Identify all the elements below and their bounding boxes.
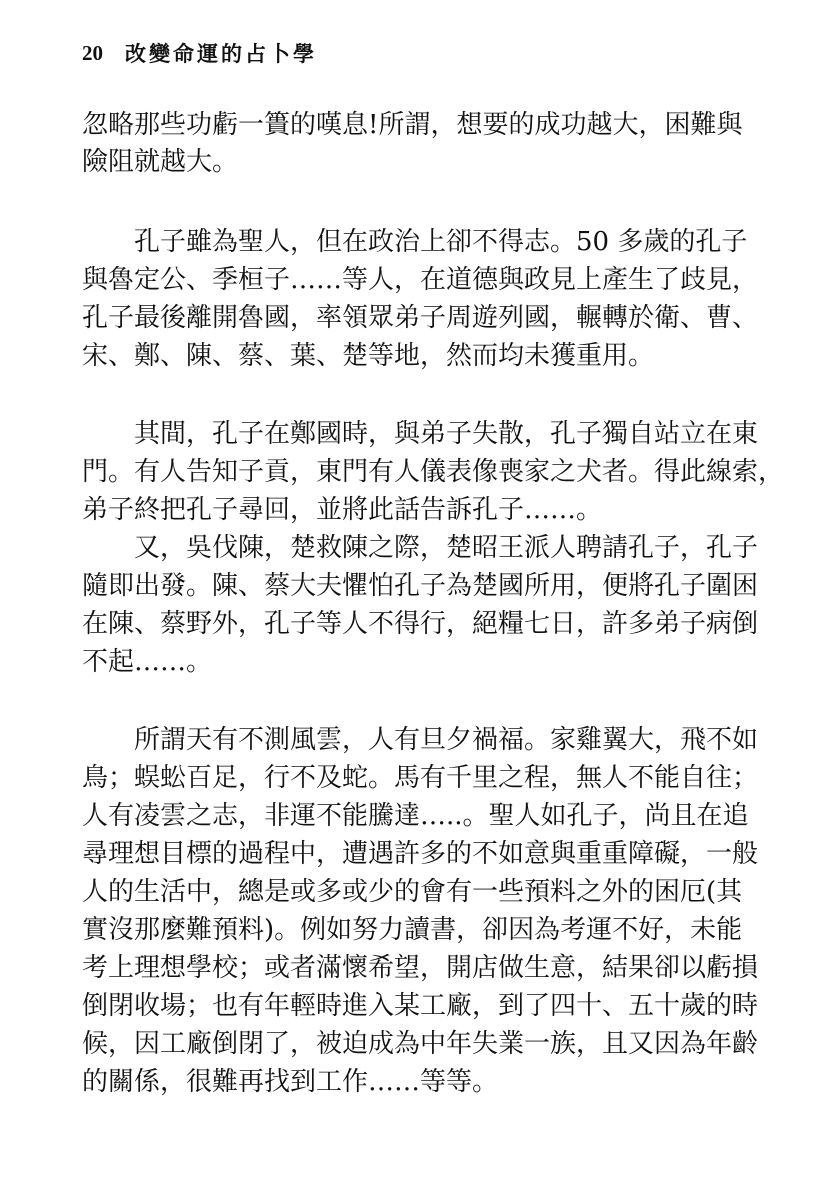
text-line: 孔子雖為聖人，但在政治上卻不得志。50 多歲的孔子 <box>134 227 748 257</box>
text-line: 險阻就越大。 <box>82 147 239 177</box>
text-line: 人有凌雲之志，非運不能騰達…..。聖人如孔子，尚且在追 <box>82 801 749 831</box>
text-line: 鳥；蜈蚣百足，行不及蛇。馬有千里之程，無人不能自往； <box>82 763 759 793</box>
text-line: 與魯定公、季桓子……等人，在道德與政見上產生了歧見， <box>82 265 759 295</box>
text-line: 不起……。 <box>82 647 213 677</box>
text-line: 弟子終把孔子尋回，並將此話告訴孔子……。 <box>82 495 603 525</box>
text-line: 倒閉收場；也有年輕時進入某工廠，到了四十、五十歲的時 <box>82 991 759 1021</box>
page-number: 20 <box>82 40 103 65</box>
text-line: 的關係，很難再找到工作……等等。 <box>82 1067 499 1097</box>
text-line: 宋、鄭、陳、蔡、葉、楚等地，然而均未獲重用。 <box>82 341 655 371</box>
text-line: 其間，孔子在鄭國時，與弟子失散，孔子獨自站立在東 <box>134 419 759 449</box>
text-line: 候，因工廠倒閉了，被迫成為中年失業一族，且又因為年齡 <box>82 1029 759 1059</box>
text-line: 又，吳伐陳，楚救陳之際，楚昭王派人聘請孔子，孔子 <box>134 533 759 563</box>
text-line: 門。有人告知子貢，東門有人儀表像喪家之犬者。得此線索， <box>82 457 785 487</box>
text-line: 所謂天有不測風雲，人有旦夕禍福。家雞翼大，飛不如 <box>134 725 759 755</box>
text-line: 考上理想學校；或者滿懷希望，開店做生意，結果卻以虧損 <box>82 953 759 983</box>
text-line: 忽略那些功虧一簣的嘆息!所謂，想要的成功越大，困難與 <box>82 110 743 140</box>
book-title: 改變命運的占卜學 <box>125 41 317 66</box>
text-line: 實沒那麼難預料)。例如努力讀書，卻因為考運不好，未能 <box>82 915 743 945</box>
text-line: 尋理想目標的過程中，遭遇許多的不如意與重重障礙，一般 <box>82 839 759 869</box>
running-header <box>82 38 317 68</box>
text-line: 孔子最後離開魯國，率領眾弟子周遊列國，輾轉於衛、曹、 <box>82 303 759 333</box>
text-line: 人的生活中，總是或多或少的會有一些預料之外的困厄(其 <box>82 877 743 907</box>
text-line: 在陳、蔡野外，孔子等人不得行，絕糧七日，許多弟子病倒 <box>82 609 759 639</box>
text-line: 隨即出發。陳、蔡大夫懼怕孔子為楚國所用，便將孔子圍困 <box>82 571 759 601</box>
